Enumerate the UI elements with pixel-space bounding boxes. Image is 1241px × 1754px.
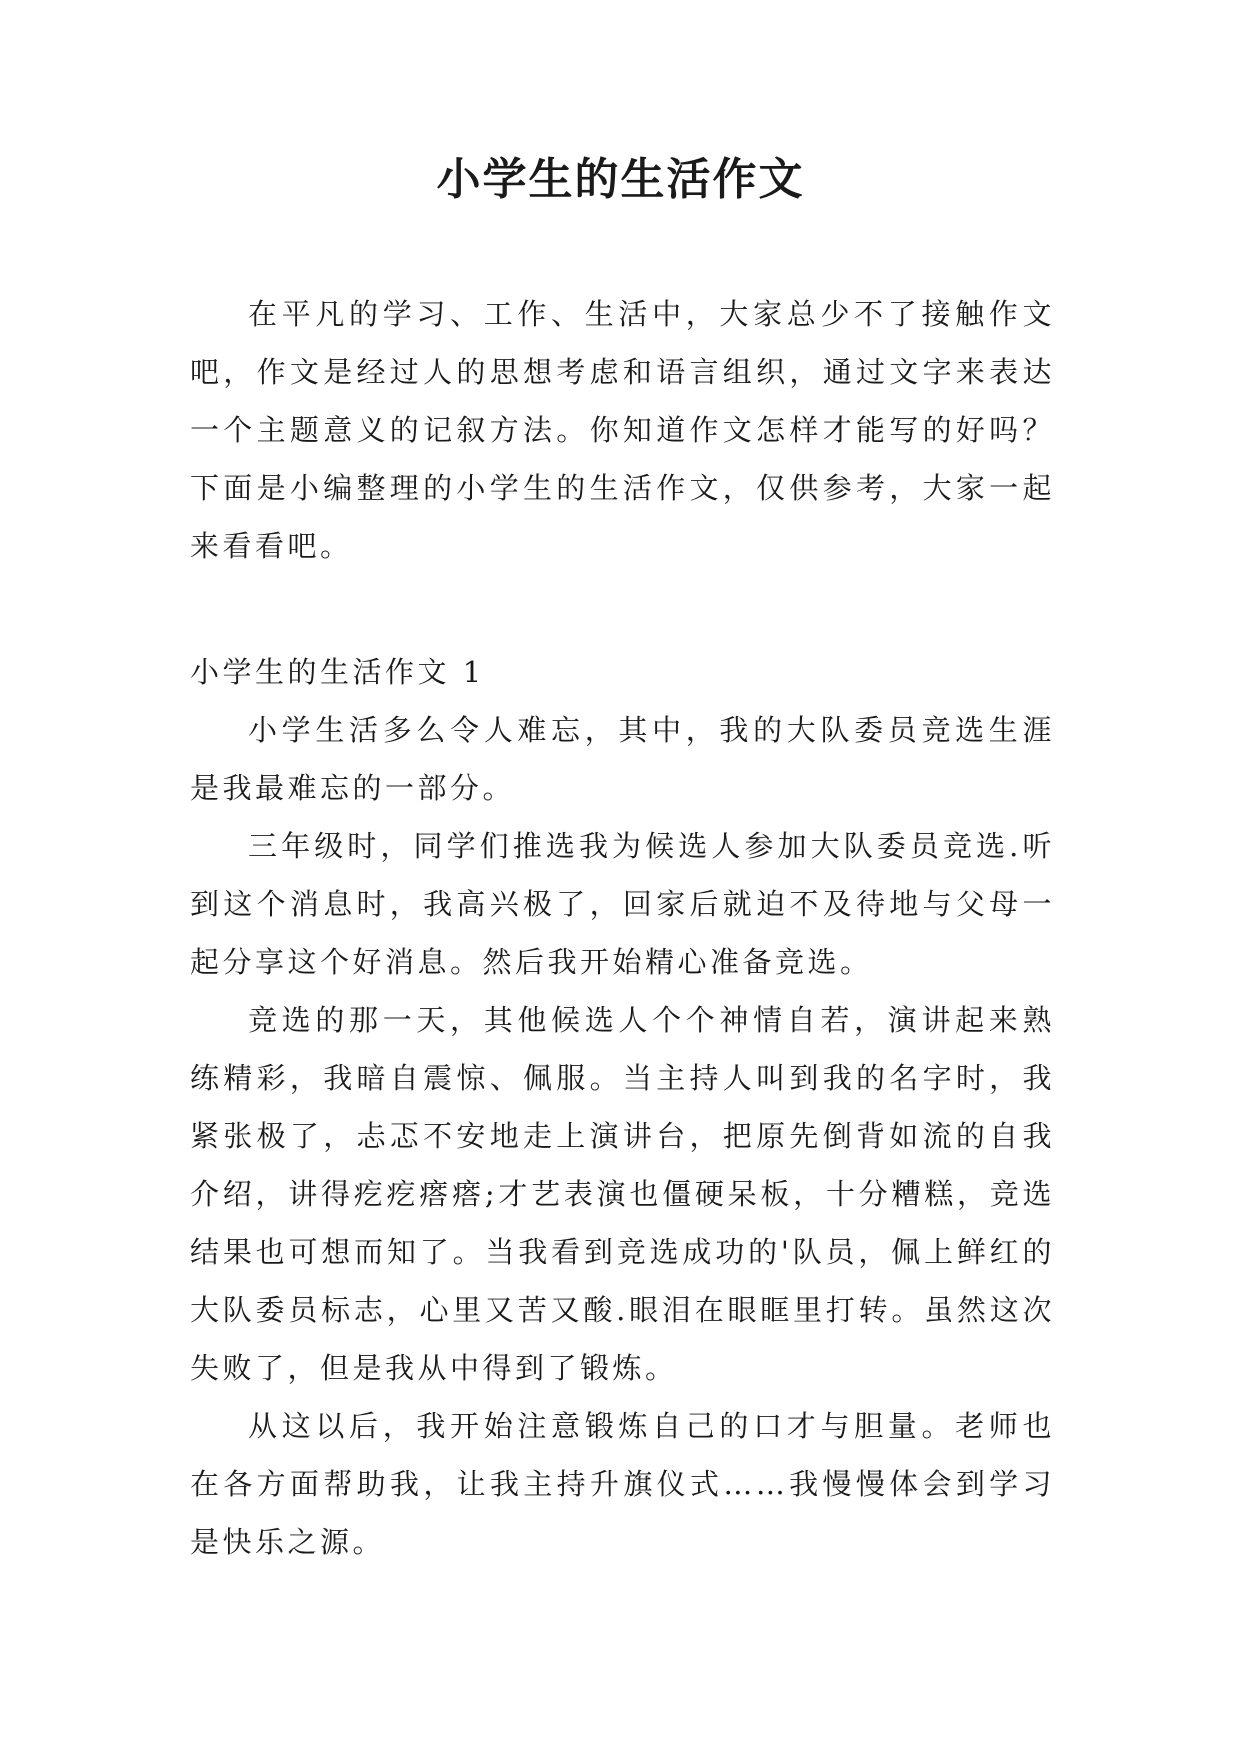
- body-paragraph-3: 竞选的那一天，其他候选人个个神情自若，演讲起来熟练精彩，我暗自震惊、佩服。当主持人叫到我的名字时，我紧张极了，忐忑不安地走上演讲台，把原先倒背如流的自我介绍，讲得疙疙瘩瘩;才艺表演也僵硬呆板，十分糟糕，竞选结果也可想而知了。当我看到竞选成功的'队员，佩上鲜红的大队委员标志，心里又苦又酸.眼泪在眼眶里打转。虽然这次失败了，但是我从中得到了锻炼。: [190, 1003, 1055, 1385]
- document-body: [190, 285, 1055, 1571]
- document-title: 小学生的生活作文: [436, 154, 805, 205]
- section-title: 小学生的生活作文 1: [190, 655, 485, 689]
- body-paragraph-4: 从这以后，我开始注意锻炼自己的口才与胆量。老师也在各方面帮助我，让我主持升旗仪式……我慢慢体会到学习是快乐之源。: [190, 1409, 1055, 1559]
- body-paragraph-1: 小学生活多么令人难忘，其中，我的大队委员竞选生涯是我最难忘的一部分。: [190, 713, 1055, 805]
- intro-paragraph: 在平凡的学习、工作、生活中，大家总少不了接触作文吧，作文是经过人的思想考虑和语言组织，通过文字来表达一个主题意义的记叙方法。你知道作文怎样才能写的好吗？下面是小编整理的小学生的生活作文，仅供参考，大家一起来看看吧。: [190, 297, 1055, 563]
- body-paragraph-2: 三年级时，同学们推选我为候选人参加大队委员竞选.听到这个消息时，我高兴极了，回家后就迫不及待地与父母一起分享这个好消息。然后我开始精心准备竞选。: [190, 829, 1055, 979]
